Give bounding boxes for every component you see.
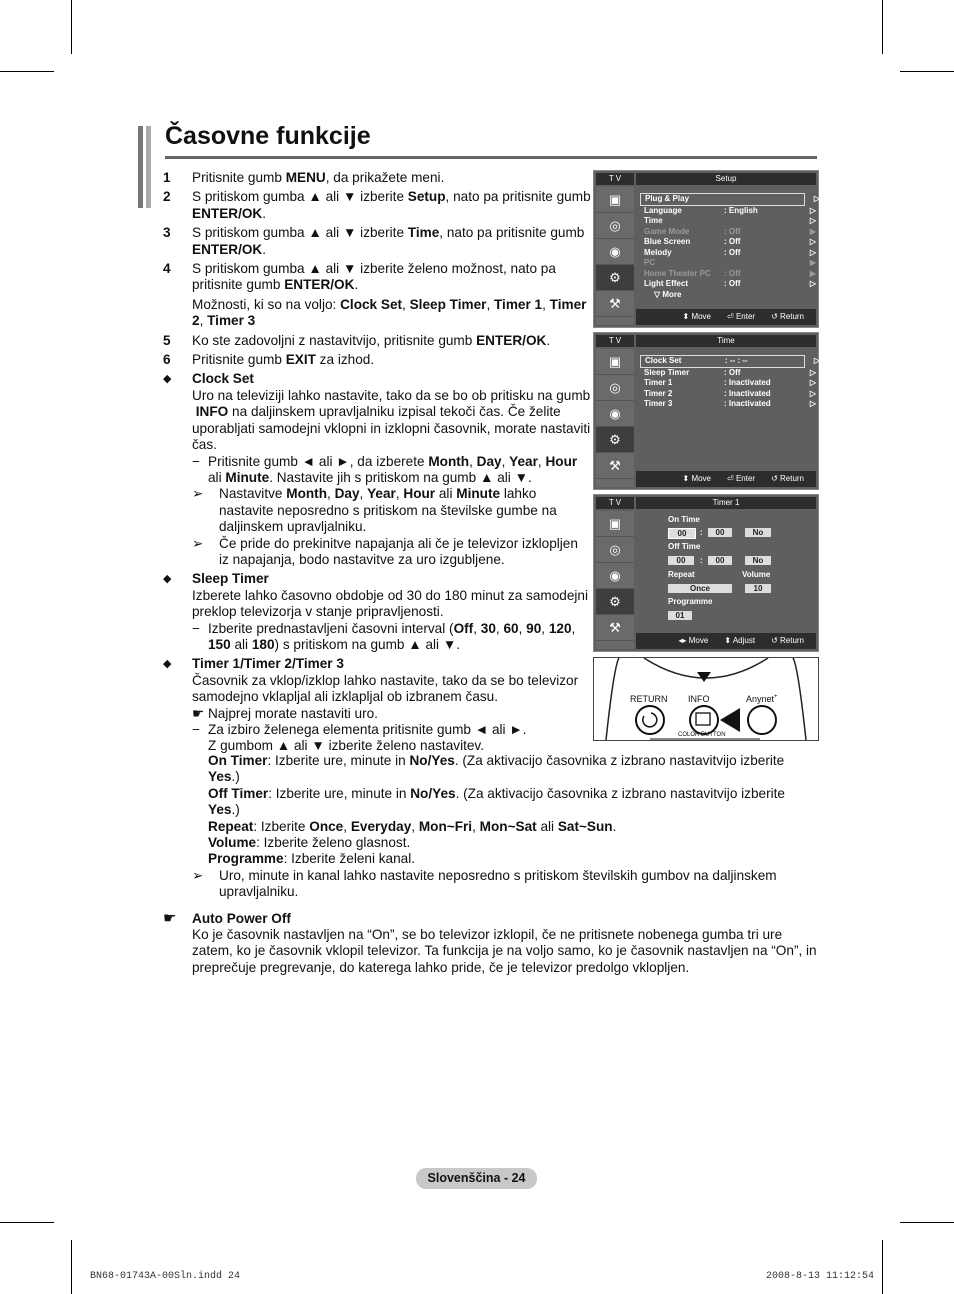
input-icon: ⚒ [596,615,634,641]
menu-title: Time [636,335,816,347]
sound-icon: ◎ [596,375,634,401]
step-number: 6 [163,352,171,368]
section-body: Časovnik za vklop/izklop lahko nastavite, tako da se bo televizor samodejno vklapljal ali izklapljal ob izbranem času. [192,672,579,705]
menu-footer [636,471,816,487]
menu-footer [636,309,816,325]
options-line: Možnosti, ki so na voljo: Clock Set, Sleep Timer, Timer 1, Timer 2, Timer 3 [192,296,587,329]
section-heading: Clock Set [192,371,254,387]
repeat-field: Once [668,584,732,593]
dash-text: Za izbiro želenega elementa pritisnite gumb ◄ ali ►. [208,722,527,737]
arrow-note-icon: ➢ [192,535,204,551]
diamond-icon: ◆ [163,373,172,386]
menu-item-arrow-icon: ▷ [809,205,816,215]
menu-item-arrow-icon: ▶ [809,226,816,236]
volume-label: Volume [742,570,771,579]
menu-item[interactable] [640,355,820,368]
section-heading: Sleep Timer [192,571,269,587]
menu-item[interactable] [644,388,816,400]
menu-item[interactable] [644,205,816,217]
hand-pointer-icon: ☛ [163,909,177,927]
menu-footer-hint: ⬍ Move [682,312,712,321]
sound-icon: ◎ [596,213,634,239]
section-body: Ko je časovnik nastavljen na “On”, se bo televizor izklopil, če ne pritisnete nobenega gumba tri ure zatem, ko je časovnik vklopil televizor. Ta funkcija je na voljo samo, ko je časovnik nastavljen na “On”, in preprečuje pregrevanje, do katerega lahko pride, če je televizor predolgo vklopljen. [192,927,817,975]
colon-separator: : [700,528,703,537]
off-time-label: Off Time [668,542,701,551]
crop-mark [0,71,54,72]
timer-option-line: Programme: Izberite želeni kanal. [208,851,416,867]
dash-text: Pritisnite gumb ◄ ali ►, da izberete Month, Day, Year, Hour ali Minute. Nastavite jih s pritiskom na gumb ▲ ali ▼. [208,453,578,485]
menu-item[interactable] [644,258,816,269]
menu-footer [636,633,816,649]
steps-list [163,170,591,294]
print-slug-left: BN68-01743A-00Sln.indd 24 [90,1271,241,1282]
menu-sidebar [596,187,634,325]
dash-item: − Za izbiro želenega elementa pritisnite gumb ◄ ali ►. Z gumbom ▲ ali ▼ izberite želeno nastavitev. [192,722,527,754]
volume-field: 10 [745,584,771,593]
menu-item-arrow-icon: ▷ [809,247,816,257]
menu-item-label: PC [644,258,656,267]
programme-field: 01 [668,611,692,620]
step-text: S pritiskom gumba ▲ ali ▼ izberite Time, nato pa pritisnite gumb ENTER/OK. [192,225,585,257]
menu-item-value: : English [724,205,758,215]
menu-item-label: Light Effect [644,279,688,288]
menu-item-value: : -- : -- [725,356,748,365]
diamond-icon: ◆ [163,658,172,671]
menu-item-label: Plug & Play [645,194,690,203]
dash-item: − Pritisnite gumb ◄ ali ►, da izberete Month, Day, Year, Hour ali Minute. Nastavite jih s pritiskom na gumb ▲ ali ▼. [163,454,591,487]
step-item [163,225,591,258]
menu-item-value: : Inactivated [724,399,771,408]
step-item [163,261,591,294]
note-item [163,536,591,569]
menu-item-arrow-icon: ▷ [809,237,816,246]
timer-option-line: On Timer: Izberite ure, minute in No/Yes. (Za aktivacijo časovnika z izbrano nastavitvijo izberite Yes.) [208,753,785,785]
menu-title: Timer 1 [636,497,816,509]
sleep-timer-section [163,571,591,620]
step-text: S pritiskom gumba ▲ ali ▼ izberite želeno možnost, nato pa pritisnite gumb ENTER/OK. [192,261,556,293]
arrow-note-icon: ➢ [192,867,204,883]
menu-item-arrow-icon: ▶ [809,258,816,267]
picture-icon: ▣ [596,187,634,213]
crop-mark [71,1240,72,1294]
menu-item-value: : Off [724,367,741,377]
menu-item-value: : Off [724,268,741,278]
hand-pointer-icon: ☛ [192,705,205,721]
on-yesno-field: No [745,528,771,537]
step-text: Pritisnite gumb MENU, da prikažete meni. [192,170,445,185]
note-item [163,868,819,901]
off-hour-field: 00 [668,556,694,565]
step-text: Pritisnite gumb EXIT za izhod. [192,352,375,368]
menu-item-value: : Off [724,226,741,236]
menu-item-label: Melody [644,247,672,257]
anynet-button-label: Anynet+ [746,694,778,704]
crop-mark [900,71,954,72]
menu-item[interactable] [644,226,816,238]
note-text: Uro, minute in kanal lahko nastavite neposredno s pritiskom številskih gumbov na daljinskem upravljalniku. [219,867,777,900]
setup-gear-icon: ⚙ [596,427,634,453]
title-decoration [138,126,143,208]
menu-footer-hint: ⬍ Adjust [724,636,756,645]
time-menu-screenshot [593,332,819,490]
menu-list [644,355,820,410]
timer-option-line: Off Timer: Izberite ure, minute in No/Yes. (Za aktivacijo časovnika z izbrano nastavitvijo izberite Yes.) [208,785,785,818]
on-minute-field: 00 [708,528,732,537]
section-heading: Timer 1/Timer 2/Timer 3 [192,656,344,672]
page-number-badge: Slovenščina - 24 [416,1168,537,1189]
tv-label: T V [596,497,634,509]
menu-item-arrow-icon: ▷ [809,216,816,225]
note-text: Nastavitve Month, Day, Year, Hour ali Minute lahko nastavite neposredno s pritiskom na številske gumbe na daljinskem upravljalniku. [219,486,557,535]
menu-footer-hint: ⏎ Enter [727,312,756,321]
menu-item[interactable] [644,216,816,227]
crop-mark [0,1222,54,1223]
menu-item-label: Clock Set [645,356,682,365]
tv-label: T V [596,173,634,185]
menu-more[interactable]: ▽ More [654,289,682,299]
menu-item-label: Sleep Timer [644,367,690,377]
page-title: Časovne funkcije [165,122,371,150]
off-yesno-field: No [745,556,771,565]
timer-section [163,656,591,722]
crop-mark [900,1222,954,1223]
setup-gear-icon: ⚙ [596,265,634,291]
on-time-label: On Time [668,515,700,524]
menu-item-arrow-icon: ▶ [809,268,816,278]
step-text: S pritiskom gumba ▲ ali ▼ izberite Setup, nato pa pritisnite gumb ENTER/OK. [192,189,591,221]
programme-label: Programme [668,597,713,606]
dash-text: Izberite prednastavljeni časovni interval (Off, 30, 60, 90, 120, 150 ali 180) s pritiskom na gumb ▲ ali ▼. [208,620,576,652]
diamond-icon: ◆ [163,573,172,586]
hand-note: ☛ Najprej morate nastaviti uro. [192,705,378,721]
menu-item-label: Timer 3 [644,399,673,408]
remote-control-illustration [593,657,819,741]
sound-icon: ◎ [596,537,634,563]
menu-item-label: Blue Screen [644,237,691,246]
menu-item-label: Time [644,216,663,225]
menu-item-arrow-icon: ▷ [813,356,820,365]
timer-details [163,753,819,976]
menu-list [644,193,820,300]
menu-item[interactable] [644,237,816,248]
menu-title: Setup [636,173,816,185]
channel-icon: ◉ [596,401,634,427]
menu-sidebar [596,511,634,649]
menu-item[interactable] [644,367,816,379]
step-number: 1 [163,170,171,185]
menu-item-value: : Off [724,247,741,257]
step-item [163,352,591,368]
channel-icon: ◉ [596,563,634,589]
dash-item: − Izberite prednastavljeni časovni interval (Off, 30, 60, 90, 120, 150 ali 180) s pritiskom na gumb ▲ ali ▼. [163,621,591,654]
section-body: Uro na televiziji lahko nastavite, tako da se bo ob pritisku na gumb INFO na daljinskem upravljalniku izpisal tekoči čas. Če želite uporabljati samodejni vklopni in izklopni časovnik, morate nastaviti čas. [192,387,591,453]
section-heading: Auto Power Off [192,910,291,926]
tv-label: T V [596,335,634,347]
color-button-label: COLOR BUTTON [678,732,726,738]
note-item [163,486,591,535]
on-hour-field: 00 [668,528,696,539]
return-button-label: RETURN [630,694,668,704]
instructions [163,170,591,755]
channel-icon: ◉ [596,239,634,265]
steps-list-2 [163,333,591,369]
menu-item-label: Language [644,205,682,215]
menu-item-arrow-icon: ▷ [809,367,816,377]
picture-icon: ▣ [596,349,634,375]
menu-item[interactable] [640,193,820,206]
step-number: 5 [163,332,171,348]
menu-footer-hint: ↺ Return [771,474,804,483]
menu-item-value: : Inactivated [724,388,771,398]
menu-item-arrow-icon: ▷ [809,399,816,408]
input-icon: ⚒ [596,291,634,317]
menu-item[interactable] [644,268,816,280]
info-button-label: INFO [688,694,710,704]
timer1-menu-screenshot [593,494,819,652]
timer-option-line: Repeat: Izberite Once, Everyday, Mon~Fri, Mon~Sat ali Sat~Sun. [208,818,617,834]
menu-footer-hint: ↺ Return [771,312,804,321]
menu-sidebar [596,349,634,487]
menu-item-value: : Off [724,279,741,288]
step-item [163,189,591,222]
step-number: 3 [163,225,171,241]
timer-option-lines [163,753,819,868]
menu-item[interactable] [644,399,816,410]
menu-footer-hint: ↺ Return [771,636,804,645]
menu-footer-hint: ◂▸ Move [678,636,709,645]
crop-mark [882,0,883,54]
title-rule [165,156,817,159]
setup-menu-screenshot [593,170,819,328]
note-text: Če pride do prekinitve napajanja ali če je televizor izklopljen iz napajanja, bodo nastavitve za uro izgubljene. [219,535,578,567]
menu-item[interactable] [644,247,816,259]
menu-item-arrow-icon: ▷ [813,194,820,203]
menu-item-label: Timer 2 [644,388,673,398]
picture-icon: ▣ [596,511,634,537]
step-item [163,170,591,186]
dash-text: Z gumbom ▲ ali ▼ izberite želeno nastavitev. [208,738,484,754]
menu-item-arrow-icon: ▷ [809,279,816,288]
title-decoration [146,126,151,208]
crop-mark [882,1240,883,1294]
menu-footer-hint: ⏎ Enter [727,474,756,483]
step-item [163,333,591,349]
section-body: Izberete lahko časovno obdobje od 30 do 180 minut za samodejni preklop televizorja v stanje pripravljenosti. [192,587,588,620]
menu-item-arrow-icon: ▷ [809,378,816,387]
crop-mark [71,0,72,54]
arrow-note-icon: ➢ [192,486,204,502]
step-number: 2 [163,189,171,205]
off-minute-field: 00 [708,556,732,565]
step-text: Ko ste zadovoljni z nastavitvijo, pritisnite gumb ENTER/OK. [192,332,551,348]
print-slug-right: 2008-8-13 11:12:54 [766,1271,875,1282]
setup-gear-icon: ⚙ [596,589,634,615]
repeat-label: Repeat [668,570,695,579]
menu-item-arrow-icon: ▷ [809,388,816,398]
menu-item[interactable] [644,378,816,389]
clock-set-section [163,371,591,453]
menu-item-label: Timer 1 [644,378,673,387]
input-icon: ⚒ [596,453,634,479]
menu-item[interactable] [644,279,816,290]
menu-item-value: : Off [724,237,741,246]
timer-option-line: Volume: Izberite želeno glasnost. [208,835,411,851]
menu-footer-hint: ⬍ Move [682,474,712,483]
menu-item-value: : Inactivated [724,378,771,387]
step-number: 4 [163,261,171,277]
colon-separator: : [700,556,703,565]
auto-power-off-section [163,911,819,977]
menu-item-label: Home Theater PC [644,268,711,278]
menu-item-label: Game Mode [644,226,690,236]
